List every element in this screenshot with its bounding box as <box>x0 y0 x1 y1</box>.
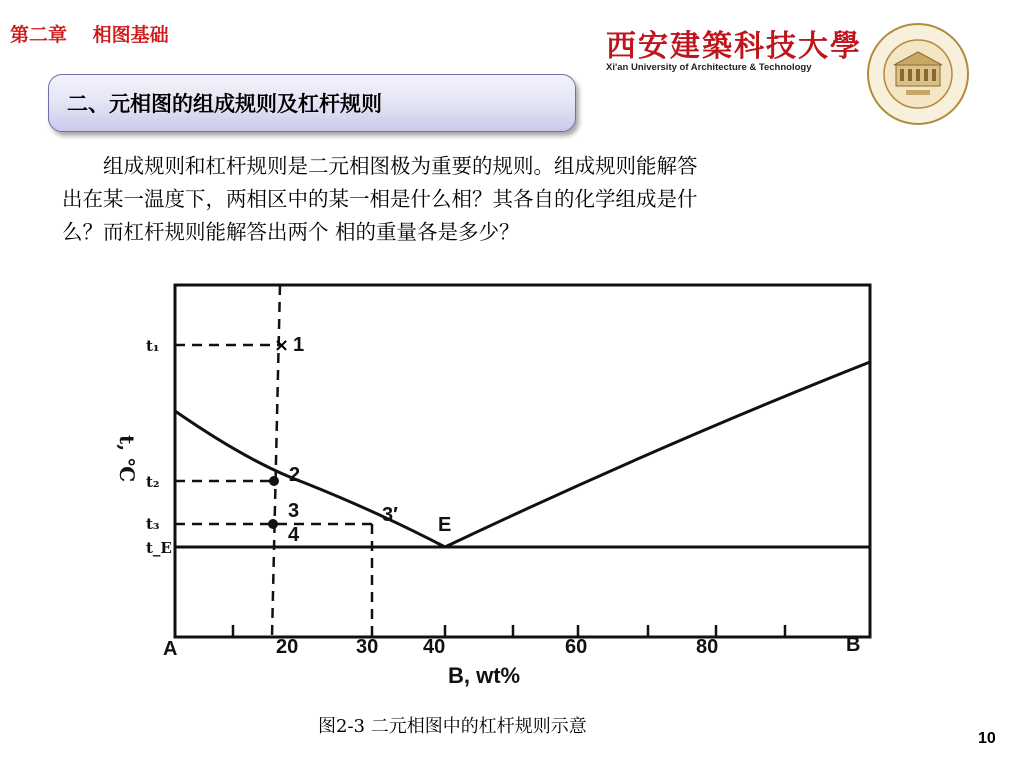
xtick-30: 30 <box>356 636 379 658</box>
label-point-E: E <box>438 514 452 536</box>
x-axis-label: B, wt% <box>448 663 521 688</box>
paragraph-line-1: 组成规则和杠杆规则是二元相图极为重要的规则。组成规则能解答 <box>62 154 698 178</box>
ytick-tE: t_E <box>146 539 172 557</box>
paragraph-line-3: 么？而杠杆规则能解答出两个 相的重量各是多少？ <box>62 220 520 244</box>
svg-text:×: × <box>274 335 290 356</box>
chapter-title: 第二章 相图基础 <box>10 24 169 46</box>
label-point-1: 1 <box>293 334 305 356</box>
section-title-box <box>48 74 576 132</box>
liquidus-left <box>175 411 445 547</box>
liquidus-right <box>445 362 870 547</box>
point-3 <box>268 519 278 529</box>
label-point-3: 3 <box>288 500 300 522</box>
label-point-3prime: 3′ <box>382 504 398 526</box>
xtick-A: A <box>163 638 178 660</box>
figure-caption: 图2-3 二元相图中的杠杆规则示意 <box>318 716 587 737</box>
xtick-60: 60 <box>565 636 588 658</box>
university-logo <box>606 30 864 75</box>
y-axis-label: t, ℃ <box>115 435 139 483</box>
paragraph-line-2: 出在某一温度下，两相区中的某一相是什么相？其各自的化学组成是什 <box>62 187 698 211</box>
label-point-2: 2 <box>289 464 301 486</box>
ytick-t3: t₃ <box>146 515 160 533</box>
xtick-80: 80 <box>696 636 719 658</box>
page-number: 10 <box>978 730 996 747</box>
ytick-t2: t₂ <box>146 473 160 491</box>
lever-rule-diagram <box>100 265 920 695</box>
ytick-t1: t₁ <box>146 337 160 355</box>
section-title: 二、元相图的组成规则及杠杆规则 <box>67 92 382 116</box>
logo-chinese-name: 西安建築科技大學 <box>606 29 862 64</box>
label-point-4: 4 <box>288 524 300 546</box>
xtick-40: 40 <box>423 636 446 658</box>
xtick-B: B <box>846 634 861 656</box>
xtick-20: 20 <box>276 636 299 658</box>
logo-english-name: Xi'an University of Architecture & Technology <box>606 62 812 73</box>
university-seal-icon <box>866 22 970 126</box>
point-2 <box>269 476 279 486</box>
body-paragraph <box>62 150 962 249</box>
